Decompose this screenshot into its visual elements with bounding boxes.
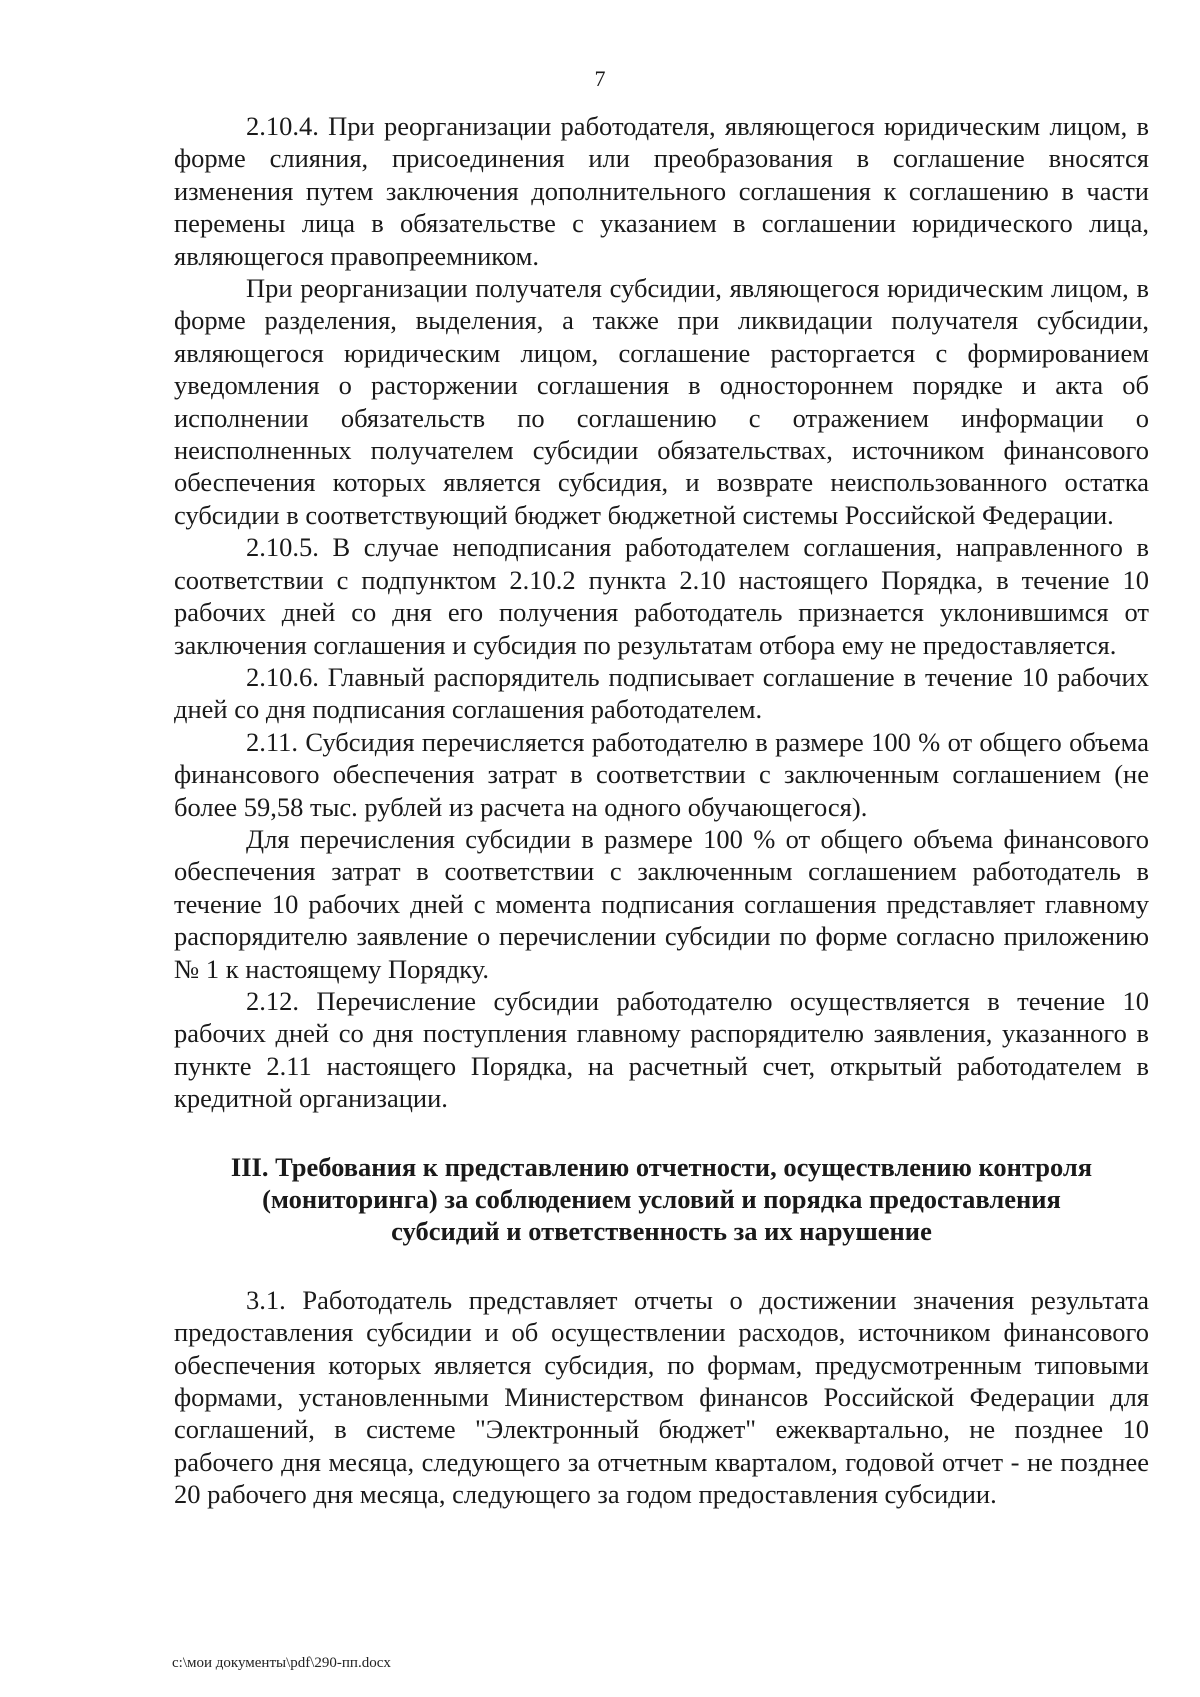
section-heading-line-3: субсидий и ответственность за их нарушение [391,1216,932,1247]
paragraph-reorganization-recipient: При реорганизации получателя субсидии, являющегося юридическим лицом, в форме разделения, выделения, а также при ликвидации получателя субсидии, являющегося юридическим лицом, соглашение расторгается с формированием уведомления о расторжении соглашения в одностороннем порядке и акта об исполнении обязательств по соглашению с отражением информации о неисполненных получателем субсидии обязательствах, источником финансового обеспечения которых является субсидия, и возврате неиспользованного остатка субсидии в соответствующий бюджет бюджетной системы Российской Федерации. [174,273,1149,530]
paragraph-2-11: 2.11. Субсидия перечисляется работодателю в размере 100 % от общего объема финансового обеспечения затрат в соответствии с заключенным соглашением (не более 59,58 тыс. рублей из расчета на одного обучающегося). [174,726,1149,822]
paragraph-2-10-4: 2.10.4. При реорганизации работодателя, являющегося юридическим лицом, в форме слияния, присоединения или преобразования в соглашение вносятся изменения путем заключения дополнительного соглашения к соглашению в части перемены лица в обязательстве с указанием в соглашении юридического лица, являющегося правопреемником. [174,111,1149,271]
paragraph-2-10-5: 2.10.5. В случае неподписания работодателем соглашения, направленного в соответствии с подпунктом 2.10.2 пункта 2.10 настоящего Порядка, в течение 10 рабочих дней со дня его получения работодатель признается уклонившимся от заключения соглашения и субсидия по результатам отбора ему не предоставляется. [174,532,1149,660]
page-number: 7 [594,66,606,91]
section-heading-line-1: III. Требования к представлению отчетности, осуществлению контроля [230,1151,1093,1182]
paragraph-2-12: 2.12. Перечисление субсидии работодателю осуществляется в течение 10 рабочих дней со дня поступления главному распорядителю заявления, указанного в пункте 2.11 настоящего Порядка, на расчетный счет, открытый работодателем в кредитной организации. [174,985,1149,1114]
paragraph-2-10-6: 2.10.6. Главный распорядитель подписывает соглашение в течение 10 рабочих дней со дня подписания соглашения работодателем. [174,661,1149,725]
footer-file-path: c:\мои документы\pdf\290-пп.docx [172,1655,391,1671]
paragraph-transfer-request: Для перечисления субсидии в размере 100 % от общего объема финансового обеспечения затрат в соответствии с заключенным соглашением работодатель в течение 10 рабочих дней с момента подписания соглашения представляет главному распорядителю заявление о перечислении субсидии по форме согласно приложению № 1 к настоящему Порядку. [174,823,1149,984]
section-heading-line-2: (мониторинга) за соблюдением условий и порядка предоставления [262,1184,1061,1214]
paragraph-3-1: 3.1. Работодатель представляет отчеты о достижении значения результата предоставления субсидии и об осуществлении расходов, источником финансового обеспечения которых является субсидия, по формам, предусмотренным типовыми формами, установленными Министерством финансов Российской Федерации для соглашений, в системе "Электронный бюджет" ежеквартально, не позднее 10 рабочего дня месяца, следующего за отчетным кварталом, годовой отчет - не позднее 20 рабочего дня месяца, следующего за годом предоставления субсидии. [174,1284,1149,1510]
document-body [174,110,1149,1511]
section-heading [174,1151,1149,1248]
